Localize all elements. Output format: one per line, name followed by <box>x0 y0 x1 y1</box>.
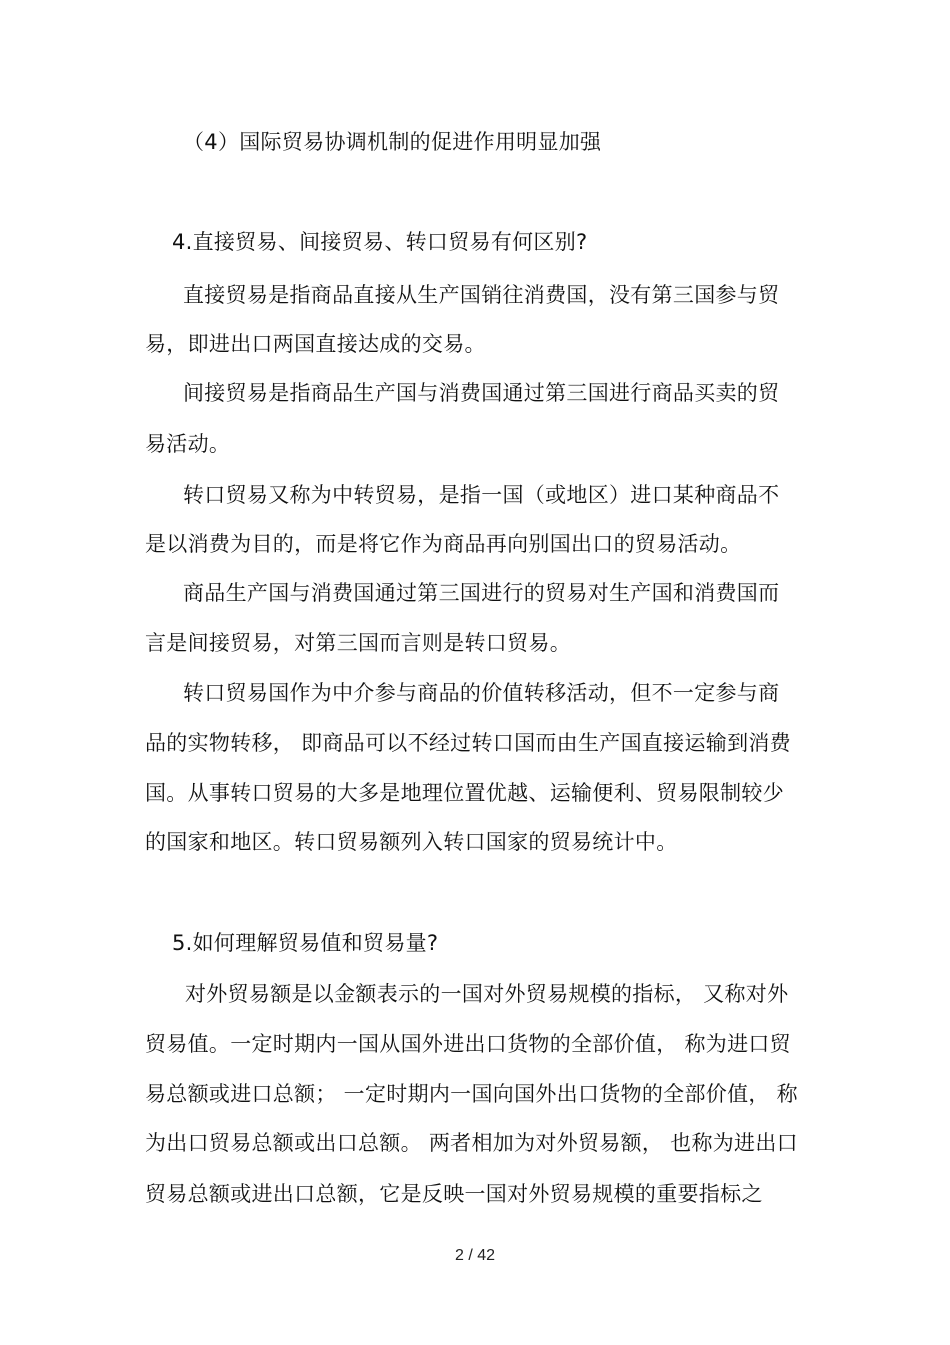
paragraph-line: 易活动。 <box>145 432 231 456</box>
paragraph-line: 易，即进出口两国直接达成的交易。 <box>145 332 486 356</box>
paragraph-line: 贸易总额或进出口总额，它是反映一国对外贸易规模的重要指标之 <box>145 1182 763 1206</box>
question-heading-5: 5.如何理解贸易值和贸易量? <box>172 931 439 955</box>
paragraph-line: 直接贸易是指商品直接从生产国销往消费国，没有第三国参与贸 <box>183 283 780 307</box>
paragraph-line: 品的实物转移， 即商品可以不经过转口国而由生产国直接运输到消费 <box>145 731 791 755</box>
paragraph-line: 商品生产国与消费国通过第三国进行的贸易对生产国和消费国而 <box>183 581 780 605</box>
paragraph-line: 的国家和地区。转口贸易额列入转口国家的贸易统计中。 <box>145 830 678 854</box>
paragraph-line: 转口贸易国作为中介参与商品的价值转移活动，但不一定参与商 <box>183 681 780 705</box>
paragraph-line: 间接贸易是指商品生产国与消费国通过第三国进行商品买卖的贸 <box>183 381 780 405</box>
paragraph-line: 贸易值。一定时期内一国从国外进出口货物的全部价值， 称为进口贸 <box>145 1032 791 1056</box>
question-heading-4: 4.直接贸易、间接贸易、转口贸易有何区别? <box>172 230 588 254</box>
paragraph-line: 易总额或进口总额； 一定时期内一国向国外出口货物的全部价值， 称 <box>145 1082 798 1106</box>
paragraph-line: 国。从事转口贸易的大多是地理位置优越、运输便利、贸易限制较少 <box>145 781 784 805</box>
page-number: 2 / 42 <box>454 1247 496 1264</box>
paragraph-line: 言是间接贸易，对第三国而言则是转口贸易。 <box>145 631 571 655</box>
paragraph-line: 为出口贸易总额或出口总额。 两者相加为对外贸易额， 也称为进出口 <box>145 1131 798 1155</box>
list-item-mechanism: （4）国际贸易协调机制的促进作用明显加强 <box>183 130 602 154</box>
paragraph-line: 转口贸易又称为中转贸易，是指一国（或地区）进口某种商品不 <box>183 483 780 507</box>
paragraph-line: 对外贸易额是以金额表示的一国对外贸易规模的指标， 又称对外 <box>185 982 789 1006</box>
paragraph-line: 是以消费为目的，而是将它作为商品再向别国出口的贸易活动。 <box>145 532 742 556</box>
